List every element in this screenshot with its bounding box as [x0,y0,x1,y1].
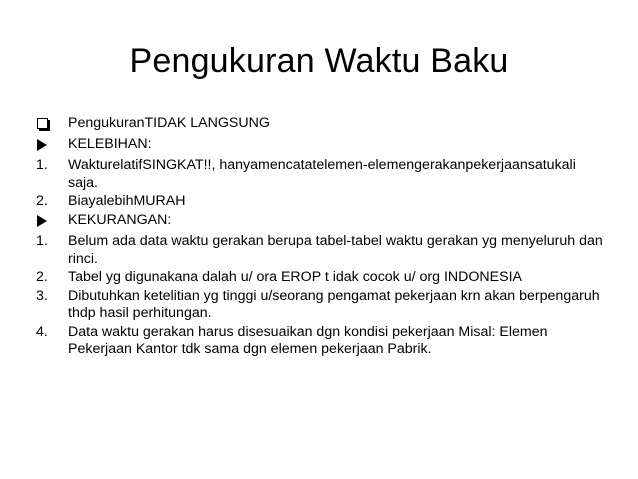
list-item [36,233,606,268]
list-item-text: Data waktu gerakan harus disesuaikan dgn kondisi pekerjaan Misal: Elemen Pekerjaan Kantor tdk sama dgn elemen pekerjaan Pabrik. [68,323,548,357]
list-item-text: WakturelatifSINGKAT!!, hanyamencatatelemen-elemengerakanpekerjaansatukali saja. [68,157,576,191]
list-item [36,269,606,287]
list-item [36,288,606,323]
arrow-bullet-icon [37,139,47,151]
list-item [36,136,606,157]
list-item [36,324,606,359]
arrow-bullet-icon [37,215,47,227]
list-item [36,115,606,135]
list-item-text: BiayalebihMURAH [68,193,186,209]
list-item [36,157,606,192]
checkbox-bullet-icon [37,118,48,129]
list-number: 1. [36,233,48,249]
list-item-text: KELEBIHAN: [68,135,152,152]
slide-content [36,115,606,360]
list-number: 2. [36,269,48,285]
list-number: 4. [36,323,48,340]
list-item-text: Belum ada data waktu gerakan berupa tabel-tabel waktu gerakan yg menyeluruh dan rinci. [68,233,603,267]
list-item-text: Dibutuhkan ketelitian yg tinggi u/seorang pengamat pekerjaan krn akan berpengaruh thdp hasil perhitungan. [68,287,600,321]
slide-title: Pengukuran Waktu Baku [129,42,509,80]
list-item-text: PengukuranTIDAK LANGSUNG [68,115,270,131]
list-number: 3. [36,287,48,304]
bullet-marker [36,115,68,135]
bullet-marker [36,136,68,157]
list-item [36,212,606,233]
list-item-text: KEKURANGAN: [68,211,172,228]
list-item-text: Tabel yg digunakana dalah u/ ora EROP t idak cocok u/ org INDONESIA [68,269,522,285]
list-item [36,193,606,211]
list-number: 2. [36,193,48,209]
list-number: 1. [36,157,48,173]
bullet-marker [36,212,68,233]
